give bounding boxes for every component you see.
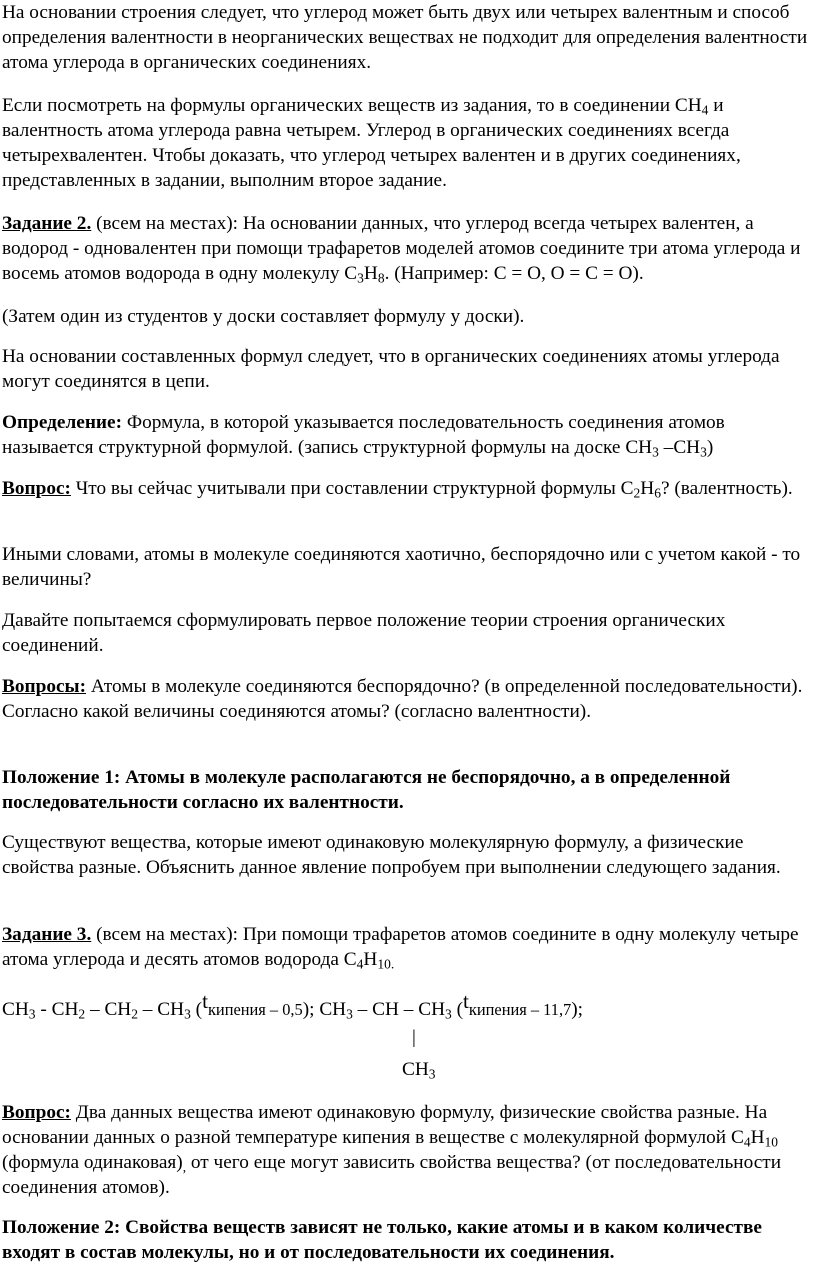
subscript: 2 [131, 1006, 138, 1022]
question-label: Вопрос: [2, 478, 71, 499]
paragraph-question-c4h10 [2, 1100, 814, 1200]
paragraph-isomers-intro: Существуют вещества, которые имеют одинаковую молекулярную формулу, а физические свойства разные. Объяснить данное явление попробуем при выполнении следующего задания. [2, 832, 781, 878]
task-3-label: Задание 3. [2, 924, 92, 945]
definition-label: Определение: [2, 412, 123, 433]
formula-run: – СН [85, 999, 132, 1020]
text-run: Два данных вещества имеют одинаковую формулу, физические свойства разные. На основании данных о разной температуре кипения в веществе с молекулярной формулой С [2, 1102, 768, 1148]
boiling-point-butane: кипения – 0,5 [207, 1000, 303, 1019]
subscript: 3 [28, 1006, 36, 1022]
text-run: Формула, в которой указывается последовательность соединения атомов называется структурной формулой. (запись структурной формулы на доске СН [2, 412, 725, 458]
text-run: Атомы в молекуле соединяются беспорядочно? (в определенной последовательности). Согласно какой величины соединяются атомы? (согласно валентности). [2, 676, 803, 722]
structural-formula-line [2, 988, 814, 1022]
formula-run: СН [2, 999, 29, 1020]
subscript: 2 [633, 485, 641, 501]
temperature-symbol: t [463, 988, 469, 1013]
paragraph-position-2: Положение 2: Свойства веществ зависят не только, какие атомы и в каком количестве входят в состав молекулы, но и от последовательности их соединения. [2, 1217, 762, 1263]
subscript: 3 [652, 444, 659, 460]
text-run: и валентность атома углерода равна четырем. Углерод в органических соединениях всегда четырехвалентен. Чтобы доказать, что углерод четырех валентен и в других соединениях, представленных в задании, выполним второе задание. [2, 95, 741, 191]
paragraph-chaotic-question: Иными словами, атомы в молекуле соединяются хаотично, беспорядочно или с учетом какой - то величины? [2, 544, 801, 590]
paragraph-ch4-valence [2, 93, 814, 193]
subscript: 8 [377, 270, 385, 286]
formula-run: ); [571, 999, 584, 1020]
paragraph-carbon-chains: На основании составленных формул следует, что в органических соединениях атомы углерода могут соединятся в цепи. [2, 346, 780, 392]
subscript: 3 [346, 1006, 353, 1022]
formula-branch-bond: | [412, 1027, 416, 1048]
subscript: 3 [700, 444, 707, 460]
subscript: 4 [701, 102, 709, 118]
text-run: ) [706, 437, 714, 458]
subscript: 6 [654, 485, 661, 501]
paragraph-task-2 [2, 211, 814, 286]
paragraph-question-c2h6 [2, 476, 814, 501]
text-run: (всем на местах): На основании данных, что углерод всегда четырех валентен, а водород - одновалентен при помощи трафаретов моделей атомов соедините три атома углерода и восемь атомов водорода в одну молекулу С [2, 213, 801, 284]
questions-label: Вопросы: [2, 676, 87, 697]
text-run: (всем на местах): При помощи трафаретов атомов соедините в одну молекулу четыре атома углерода и десять атомов водорода С [2, 924, 799, 970]
formula-run: ( [190, 999, 203, 1020]
paragraph-first-position-intro: Давайте попытаемся сформулировать первое положение теории строения органических соединений. [2, 610, 726, 656]
formula-run: – СН – СН [352, 999, 445, 1020]
text-run: от чего еще могут зависить свойства вещества? (от последовательности соединения атомов). [2, 1152, 782, 1198]
paragraph-task-3 [2, 922, 814, 972]
subscript: 4 [356, 956, 364, 972]
subscript: 4 [743, 1134, 751, 1150]
text-run: Если посмотреть на формулы органических веществ из задания, то в соединении СН [2, 95, 702, 116]
formula-run: – СН [137, 999, 185, 1020]
formula-run: СН [402, 1059, 429, 1080]
paragraph-student-board: (Затем один из студентов у доски составляет формулу у доски). [2, 306, 525, 327]
text-run: (формула одинаковая) [2, 1152, 183, 1173]
text-run: ? (валентность). [660, 478, 793, 499]
text-run: Что вы сейчас учитывали при составлении структурной формулы С [70, 478, 634, 499]
formula-run: - СН [35, 999, 79, 1020]
subscript: , [182, 1159, 187, 1175]
question-label: Вопрос: [2, 1102, 71, 1123]
subscript: 3 [357, 270, 364, 286]
subscript: 3 [428, 1066, 436, 1082]
paragraph-questions [2, 674, 814, 724]
paragraph-carbon-valence: На основании строения следует, что углерод может быть двух или четырех валентным и способ определения валентности в неорганических веществах не подходит для определения валентности атома углерода в органических соединениях. [2, 2, 808, 73]
text-run: Н [640, 478, 655, 499]
text-run: –СН [658, 437, 701, 458]
formula-branch-group [402, 1057, 436, 1082]
paragraph-definition [2, 410, 814, 460]
paragraph-position-1: Положение 1: Атомы в молекуле располагаются не беспорядочно, а в определенной последовательности согласно их валентности. [2, 767, 731, 813]
text-run: Н [750, 1127, 765, 1148]
subscript: 10. [377, 956, 395, 972]
temperature-symbol: t [202, 988, 208, 1013]
text-run: Н [363, 263, 378, 284]
formula-run: ( [451, 999, 463, 1020]
subscript: 10 [764, 1134, 778, 1150]
text-run: . (Например: С = О, О = С = О). [384, 263, 644, 284]
subscript: 3 [445, 1006, 452, 1022]
formula-run: ); СН [302, 999, 347, 1020]
boiling-point-isobutane: кипения – 11,7 [468, 1000, 572, 1019]
task-2-label: Задание 2. [2, 213, 92, 234]
subscript: 3 [184, 1006, 191, 1022]
text-run: Н [363, 949, 378, 970]
subscript: 2 [78, 1006, 86, 1022]
